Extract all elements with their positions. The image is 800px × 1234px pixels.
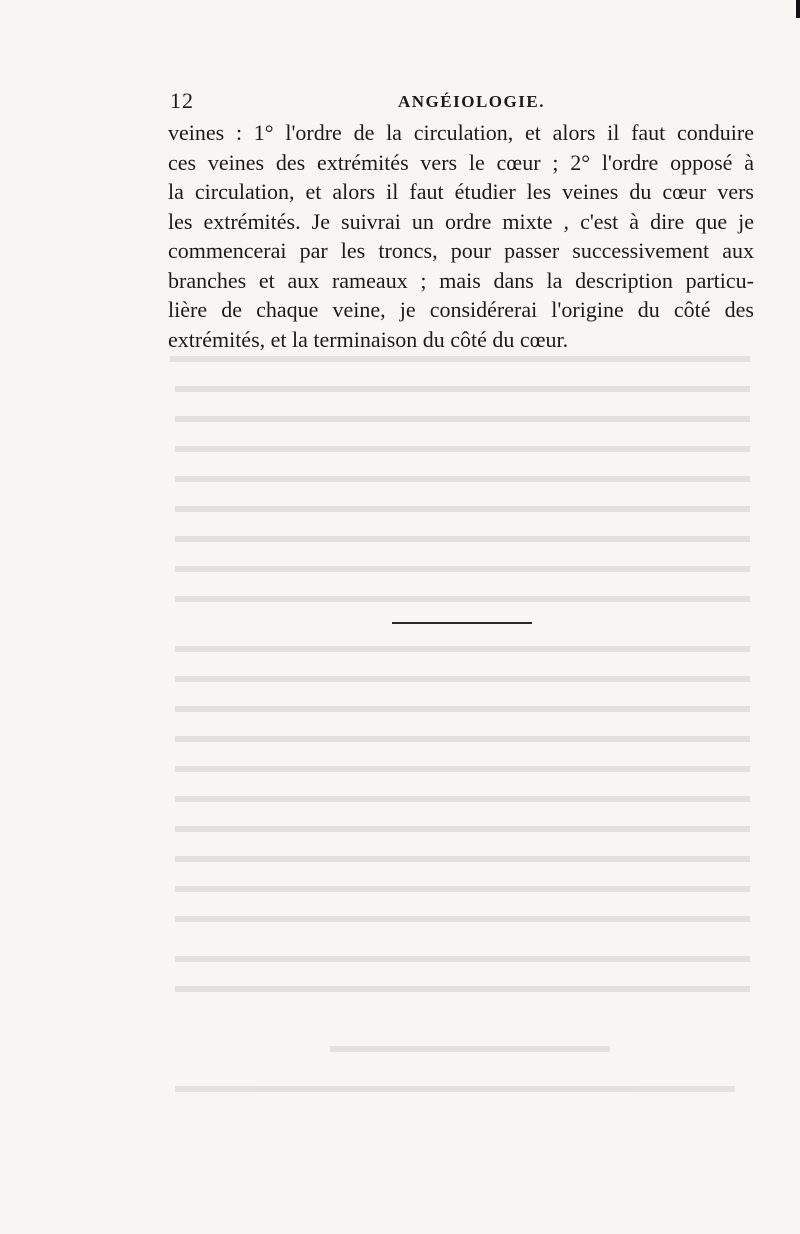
text-line: commencerai par les troncs, pour passer successivement aux: [168, 238, 754, 263]
text-line: la circulation, et alors il faut étudier les veines du cœur vers: [168, 179, 754, 204]
text-line: veines : 1° l'ordre de la circulation, et alors il faut conduire: [168, 120, 754, 145]
page-edge-mark: [796, 0, 800, 18]
section-divider-rule: [392, 622, 532, 624]
text-line: ces veines des extrémités vers le cœur ; 2° l'ordre opposé à: [168, 149, 754, 175]
text-line: les extrémités. Je suivrai un ordre mixte , c'est à dire que je: [168, 208, 754, 234]
body-paragraph: [168, 118, 754, 354]
running-head: ANGÉIOLOGIE.: [398, 92, 545, 111]
page-number: 12: [170, 88, 194, 113]
text-line: lière de chaque veine, je considérerai l'origine du côté des: [168, 297, 754, 322]
text-line: branches et aux rameaux ; mais dans la description particu-: [168, 267, 754, 293]
text-line: extrémités, et la terminaison du côté du cœur.: [168, 326, 569, 352]
